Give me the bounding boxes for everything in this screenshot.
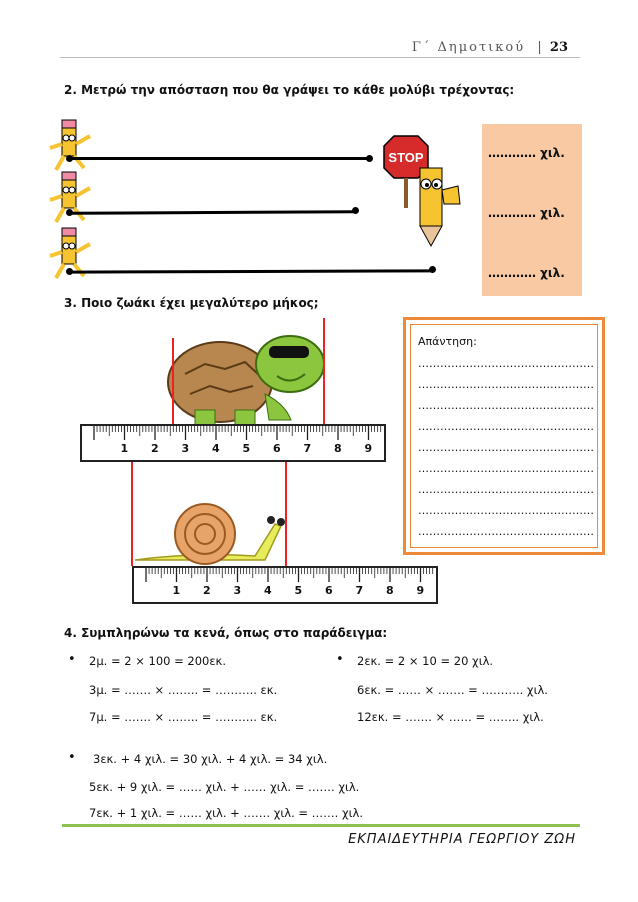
answer-line-5[interactable]: …………………………………………: [418, 441, 594, 454]
bullet-2: •: [336, 652, 344, 667]
bullet-1: •: [68, 652, 76, 667]
ruler-number: 1: [172, 584, 181, 597]
pencil-1-icon: [50, 120, 90, 170]
answer-line-6[interactable]: …………………………………………: [418, 462, 594, 475]
snail-illustration: [135, 500, 285, 566]
ruler-number: 4: [264, 584, 272, 597]
example-right-1: 2εκ. = 2 × 10 = 20 χιλ.: [357, 654, 494, 668]
turtle-shell-icon: [168, 342, 272, 422]
ruler-number: 4: [212, 442, 220, 455]
answer-line-7[interactable]: …………………………………………: [418, 483, 594, 496]
ruler-number: 3: [181, 442, 190, 455]
sunglasses-icon: [269, 346, 309, 358]
page-header: Γ΄ Δημοτικού | 23: [411, 40, 568, 55]
exercise-right-2[interactable]: 6εκ. = …… × ……. = ……….. χιλ.: [357, 683, 548, 697]
exercise-left-2[interactable]: 3μ. = ……. × …….. = ……….. εκ.: [89, 683, 278, 697]
line-3-end-dot: [429, 266, 436, 273]
example-left-1: 2μ. = 2 × 100 = 200εκ.: [89, 654, 226, 668]
ruler-number: 6: [325, 584, 333, 597]
turtle-illustration: [165, 324, 330, 428]
exercise-right-3[interactable]: 12εκ. = ……. × …… = …….. χιλ.: [357, 710, 544, 724]
exercise-bottom-3[interactable]: 7εκ. + 1 χιλ. = …… χιλ. + ……. χιλ. = ……. χιλ.: [89, 806, 363, 820]
header-divider: [60, 57, 580, 58]
footer-text: ΕΚΠΑΙΔΕΥΤΗΡΙΑ ΓΕΩΡΓΙΟΥ ΖΩΗ: [348, 832, 576, 847]
distance-line-2: [70, 210, 356, 214]
snail-start-marker: [131, 462, 133, 566]
ruler-number: 2: [151, 442, 159, 455]
line-2-start-dot: [66, 209, 73, 216]
ruler-number: 7: [355, 584, 364, 597]
ruler-number: 7: [303, 442, 312, 455]
question-4: 4. Συμπληρώνω τα κενά, όπως στο παράδειγμα:: [64, 626, 388, 640]
ruler-number: 2: [203, 584, 211, 597]
ruler-number: 5: [294, 584, 303, 597]
question-2: 2. Μετρώ την απόσταση που θα γράψει το κάθε μολύβι τρέχοντας:: [64, 83, 515, 97]
answer-line-8[interactable]: …………………………………………: [418, 504, 594, 517]
distance-line-1: [70, 157, 370, 160]
page-number: 23: [549, 40, 568, 55]
line-3-start-dot: [66, 268, 73, 275]
line-1-end-dot: [366, 155, 373, 162]
stop-sign-text: STOP: [388, 150, 424, 165]
q3-answer-box: [403, 317, 605, 555]
ruler-number: 3: [233, 584, 242, 597]
ruler-number: 9: [416, 584, 425, 597]
answer-blank-2[interactable]: ………… χιλ.: [488, 206, 565, 220]
header-title: Γ΄ Δημοτικού: [411, 40, 526, 55]
running-pencils-illustration: [40, 118, 100, 288]
ruler-number: 9: [364, 442, 373, 455]
line-1-start-dot: [66, 155, 73, 162]
answer-label: Απάντηση:: [418, 335, 477, 348]
answer-line-2[interactable]: …………………………………………: [418, 378, 594, 391]
footer-divider: [62, 824, 580, 827]
exercise-left-3[interactable]: 7μ. = ……. × …….. = ……….. εκ.: [89, 710, 278, 724]
turtle-head-icon: [256, 336, 324, 392]
distance-line-3: [70, 269, 433, 273]
stop-pencil-illustration: [382, 134, 466, 252]
answer-line-3[interactable]: …………………………………………: [418, 399, 594, 412]
line-2-end-dot: [352, 207, 359, 214]
ruler-number: 8: [334, 442, 342, 455]
ruler-number: 6: [273, 442, 281, 455]
example-bottom-1: 3εκ. + 4 χιλ. = 30 χιλ. + 4 χιλ. = 34 χιλ.: [93, 752, 328, 766]
turtle-end-marker: [323, 318, 325, 424]
ruler-number: 8: [386, 584, 394, 597]
exercise-bottom-2[interactable]: 5εκ. + 9 χιλ. = …… χιλ. + …… χιλ. = ……. χιλ.: [89, 780, 360, 794]
ruler-number: 1: [120, 442, 129, 455]
snail-end-marker: [285, 462, 287, 566]
answer-blank-3[interactable]: ………… χιλ.: [488, 266, 565, 280]
bullet-3: •: [68, 750, 76, 765]
ruler-snail: [132, 566, 438, 604]
answer-line-9[interactable]: …………………………………………: [418, 525, 594, 538]
ruler-turtle: [80, 424, 386, 462]
question-3: 3. Ποιο ζωάκι έχει μεγαλύτερο μήκος;: [64, 296, 319, 310]
answer-line-1[interactable]: …………………………………………: [418, 357, 594, 370]
q2-answer-box: [482, 124, 582, 296]
ruler-number: 5: [242, 442, 251, 455]
turtle-start-marker: [172, 338, 174, 424]
answer-line-4[interactable]: …………………………………………: [418, 420, 594, 433]
answer-blank-1[interactable]: ………… χιλ.: [488, 146, 565, 160]
